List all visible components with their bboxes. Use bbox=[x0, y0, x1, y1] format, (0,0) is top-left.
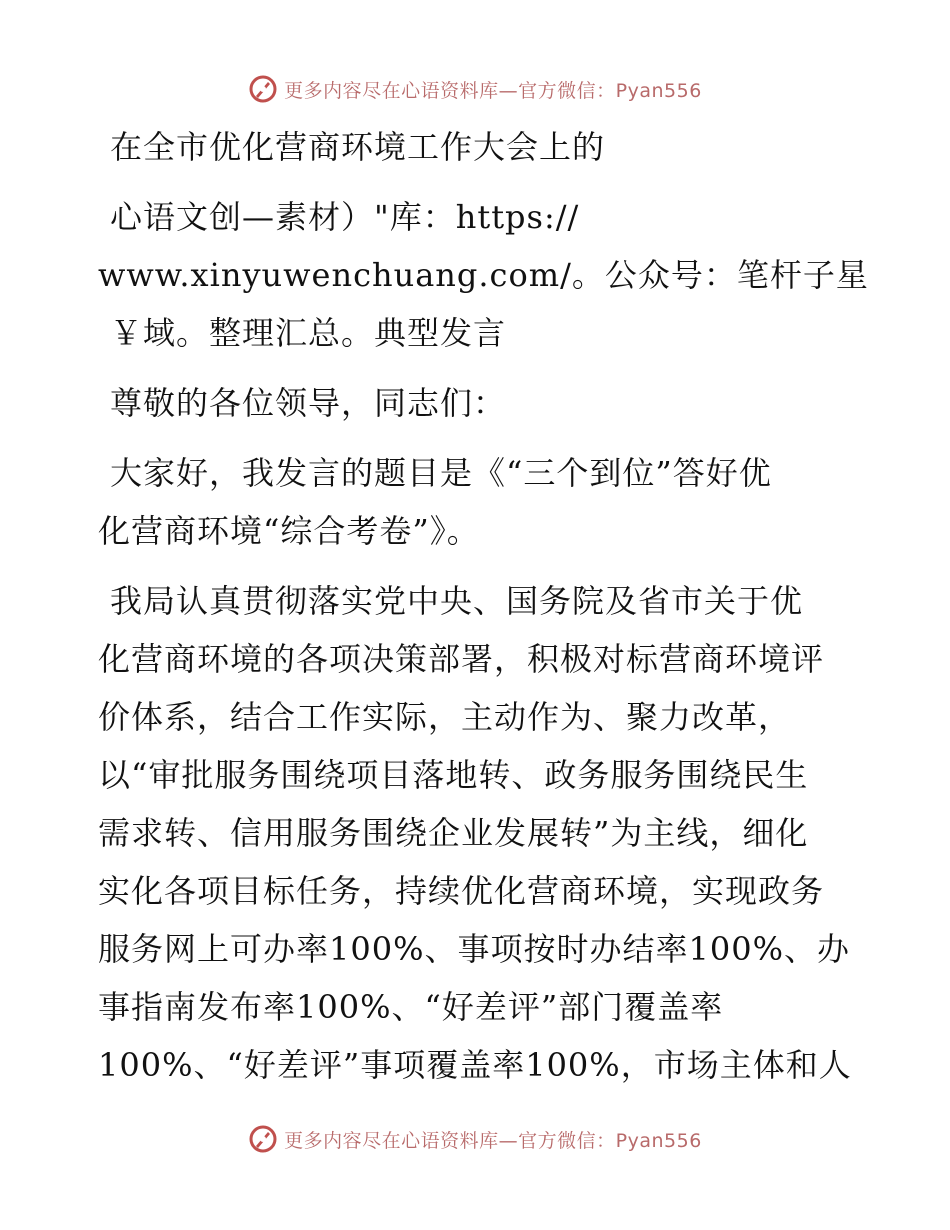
watermark-footer bbox=[0, 1122, 950, 1156]
text-line: 化营商环境“综合考卷”》。 bbox=[98, 512, 480, 550]
text-line: 大家好，我发言的题目是《“三个到位”答好优 bbox=[110, 454, 772, 492]
text-line: 服务网上可办率100%、事项按时办结率100%、办 bbox=[98, 930, 850, 968]
watermark-text: 更多内容尽在心语资料库—官方微信：Pyan556 bbox=[284, 79, 702, 102]
text-line: 化营商环境的各项决策部署，积极对标营商环境评 bbox=[98, 640, 825, 678]
text-line: 以“审批服务围绕项目落地转、政务服务围绕民生 bbox=[98, 756, 809, 794]
text-line: 我局认真贯彻落实党中央、国务院及省市关于优 bbox=[110, 582, 804, 620]
text-line: 尊敬的各位领导，同志们： bbox=[110, 384, 507, 422]
quill-logo-icon bbox=[248, 1124, 278, 1154]
text-line: www.xinyuwenchuang.com/。公众号：笔杆子星 bbox=[98, 256, 869, 294]
text-line: 心语文创—素材）"库：https:// bbox=[110, 198, 580, 236]
text-line: 价体系，结合工作实际，主动作为、聚力改革， bbox=[98, 698, 792, 736]
quill-logo-icon bbox=[248, 74, 278, 104]
text-line: 实化各项目标任务，持续优化营商环境，实现政务 bbox=[98, 872, 825, 910]
document-body bbox=[98, 118, 869, 1094]
text-line: 100%、“好差评”事项覆盖率100%，市场主体和人 bbox=[98, 1046, 852, 1084]
watermark-text: 更多内容尽在心语资料库—官方微信：Pyan556 bbox=[284, 1129, 702, 1152]
text-line: 需求转、信用服务围绕企业发展转”为主线，细化 bbox=[98, 814, 809, 852]
watermark-header bbox=[0, 72, 950, 106]
text-line: ￥域。整理汇总。典型发言 bbox=[110, 314, 507, 352]
text-line: 事指南发布率100%、“好差评”部门覆盖率 bbox=[98, 988, 724, 1026]
text-line: 在全市优化营商环境工作大会上的 bbox=[110, 128, 606, 166]
